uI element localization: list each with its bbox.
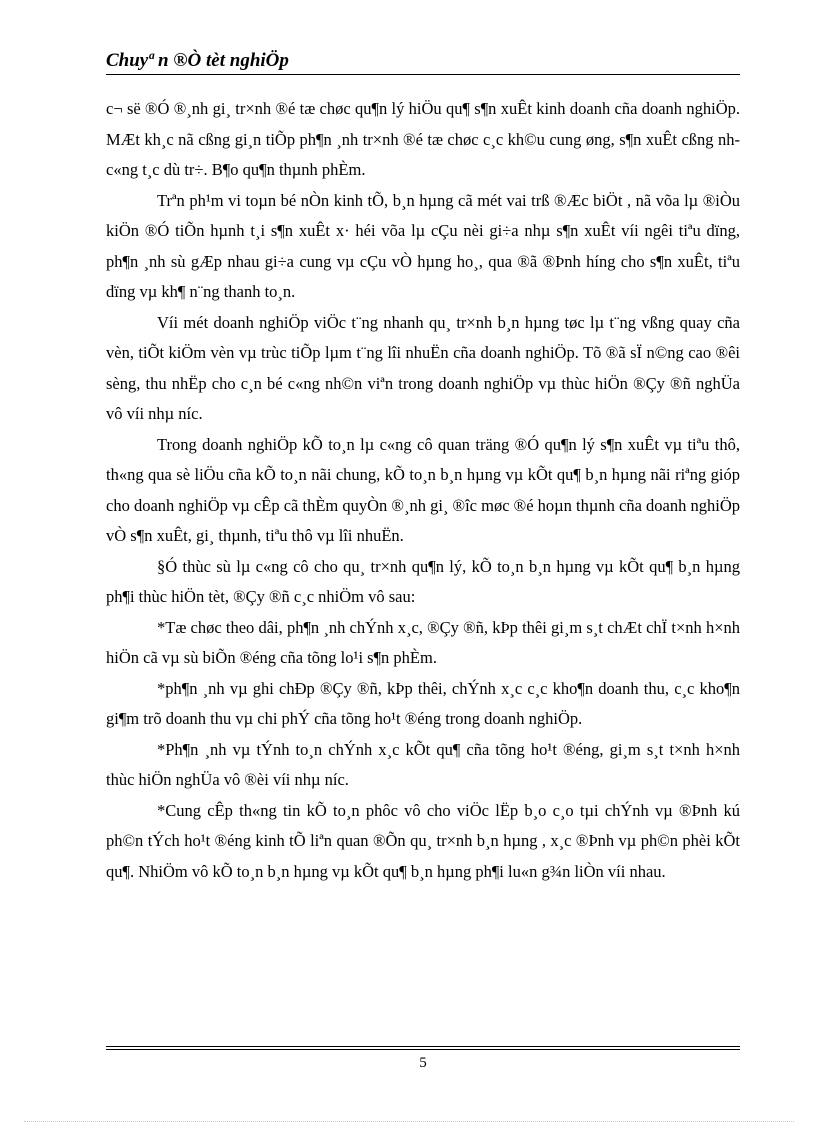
header-divider: [106, 74, 740, 75]
page-title: Chuyª n ®Ò tèt nghiÖp: [106, 50, 289, 71]
page-footer: [106, 1046, 740, 1072]
document-body: [106, 94, 740, 887]
page-edge: [24, 1121, 794, 1122]
paragraph: Trong doanh nghiÖp kÕ to¸n lµ c«ng cô quan träng ®Ó qu¶n lý s¶n xuÊt vµ tiªu thô, th«ng qua sè liÖu cña kÕ to¸n nãi chung, kÕ to¸n b¸n hµng vµ kÕt qu¶ b¸n hµng nãi riªng gióp cho doanh nghiÖp vµ cÊp cã thÈm quyÒn ®¸nh gi¸ ®îc møc ®é hoµn thµnh cña doanh nghiÖp vÒ s¶n xuÊt, gi¸ thµnh, tiªu thô vµ lîi nhuËn.: [106, 434, 740, 545]
paragraph: §Ó thùc sù lµ c«ng cô cho qu¸ tr×nh qu¶n lý, kÕ to¸n b¸n hµng vµ kÕt qu¶ b¸n hµng ph¶i thùc hiÖn tèt, ®Çy ®ñ c¸c nhiÖm vô sau:: [106, 556, 740, 606]
page-header: [106, 50, 740, 75]
paragraph: Trªn ph¹m vi toµn bé nÒn kinh tÕ, b¸n hµng cã mét vai trß ®Æc biÖt , nã võa lµ ®iÒu kiÖn ®Ó tiÕn hµnh t¸i s¶n xuÊt x· héi võa lµ cÇu nèi gi÷a nhµ s¶n xuÊt víi ngêi tiªu dïng, ph¶n ¸nh sù gÆp nhau gi÷a cung vµ cÇu vÒ hµng ho¸, qua ®ã ®Þnh híng cho s¶n xuÊt, tiªu dïng vµ kh¶ n¨ng thanh to¸n.: [106, 190, 740, 301]
task-item: *Tæ chøc theo dâi, ph¶n ¸nh chÝnh x¸c, ®Çy ®ñ, kÞp thêi gi¸m s¸t chÆt chÏ t×nh h×nh hiÖn cã vµ sù biÕn ®éng cña tõng lo¹i s¶n phÈm.: [106, 617, 740, 667]
task-item: *Ph¶n ¸nh vµ tÝnh to¸n chÝnh x¸c kÕt qu¶ cña tõng ho¹t ®éng, gi¸m s¸t t×nh h×nh thùc hiÖn nghÜa vô ®èi víi nhµ níc.: [106, 739, 740, 789]
footer-divider: [106, 1049, 740, 1050]
paragraph-continuation: c¬ së ®Ó ®¸nh gi¸ tr×nh ®é tæ chøc qu¶n lý hiÖu qu¶ s¶n xuÊt kinh doanh cña doanh nghiÖp. MÆt kh¸c nã cßng gi¸n tiÕp ph¶n ¸nh tr×nh ®é tæ chøc c¸c kh©u cung øng, s¶n xuÊt cßng nh c«ng t¸c dù tr÷. B¶o qu¶n thµnh phÈm.: [106, 99, 740, 179]
page-number: 5: [419, 1055, 427, 1071]
footer-divider: [106, 1046, 740, 1047]
task-item: *ph¶n ¸nh vµ ghi chÐp ®Çy ®ñ, kÞp thêi, chÝnh x¸c c¸c kho¶n doanh thu, c¸c kho¶n gi¶m trõ doanh thu vµ chi phÝ cña tõng ho¹t ®éng trong doanh nghiÖp.: [106, 678, 740, 728]
task-item: *Cung cÊp th«ng tin kÕ to¸n phôc vô cho viÖc lËp b¸o c¸o tµi chÝnh vµ ®Þnh kú ph©n tÝch ho¹t ®éng kinh tÕ liªn quan ®Õn qu¸ tr×nh b¸n hµng , x¸c ®Þnh vµ ph©n phèi kÕt qu¶. NhiÖm vô kÕ to¸n b¸n hµng vµ kÕt qu¶ b¸n hµng ph¶i lu«n g¾n liÒn víi nhau.: [106, 800, 740, 881]
paragraph: Víi mét doanh nghiÖp viÖc t¨ng nhanh qu¸ tr×nh b¸n hµng tøc lµ t¨ng vßng quay cña vèn, tiÕt kiÖm vèn vµ trùc tiÕp lµm t¨ng lîi nhuËn cña doanh nghiÖp. Tõ ®ã sÏ n©ng cao ®êi sèng, thu nhËp cho c¸n bé c«ng nh©n viªn trong doanh nghiÖp vµ thùc hiÖn ®Çy ®ñ nghÜa vô víi nhµ níc.: [106, 312, 740, 423]
